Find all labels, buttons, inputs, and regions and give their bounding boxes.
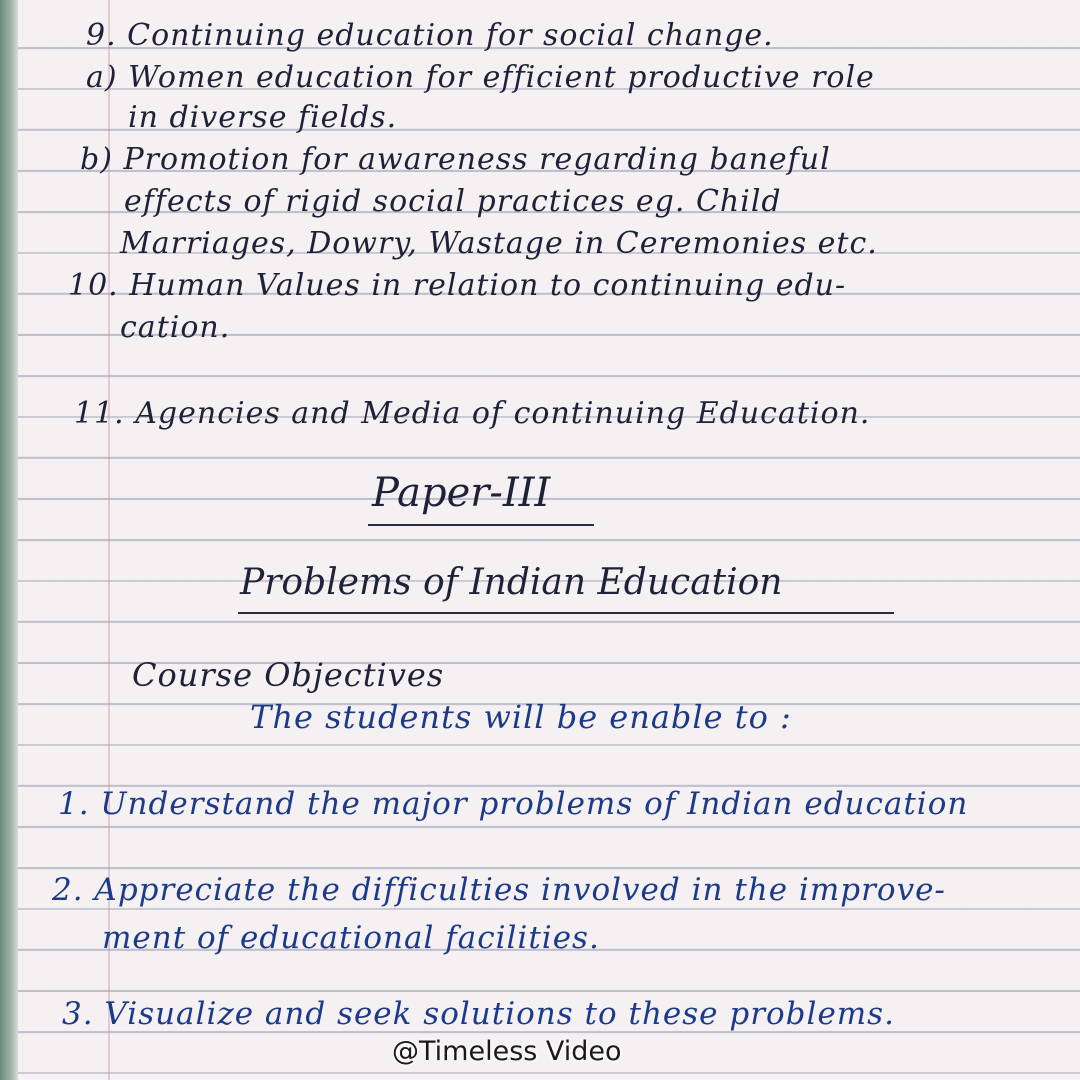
objective-1: 1. Understand the major problems of Indian education xyxy=(58,786,969,822)
objectives-intro: The students will be enable to : xyxy=(250,698,792,736)
watermark-text: @Timeless Video xyxy=(392,1036,622,1067)
notebook-binding xyxy=(0,0,18,1080)
objective-2-cont: ment of educational facilities. xyxy=(102,920,600,956)
cropped-line xyxy=(120,0,131,11)
paper-title-underline xyxy=(368,524,594,526)
note-line-9b-cont2: Marriages, Dowry, Wastage in Ceremonies etc. xyxy=(120,226,878,261)
note-line-9a-cont: in diverse fields. xyxy=(128,100,398,135)
note-line-10-cont: cation. xyxy=(120,310,231,345)
course-objectives-label: Course Objectives xyxy=(132,656,445,694)
subject-title-underline xyxy=(238,612,894,614)
objective-2: 2. Appreciate the difficulties involved in the improve- xyxy=(52,872,946,908)
note-line-9: 9. Continuing education for social change. xyxy=(86,18,774,53)
note-line-9a: a) Women education for efficient productive role xyxy=(86,60,875,95)
note-line-9b: b) Promotion for awareness regarding baneful xyxy=(80,142,831,177)
subject-title: Problems of Indian Education xyxy=(240,562,783,603)
note-line-10: 10. Human Values in relation to continuing edu- xyxy=(68,268,847,303)
note-line-11: 11. Agencies and Media of continuing Education. xyxy=(74,396,871,431)
paper-title: Paper-III xyxy=(372,470,551,516)
objective-3: 3. Visualize and seek solutions to these problems. xyxy=(62,996,895,1032)
note-line-9b-cont1: effects of rigid social practices eg. Child xyxy=(124,184,782,219)
